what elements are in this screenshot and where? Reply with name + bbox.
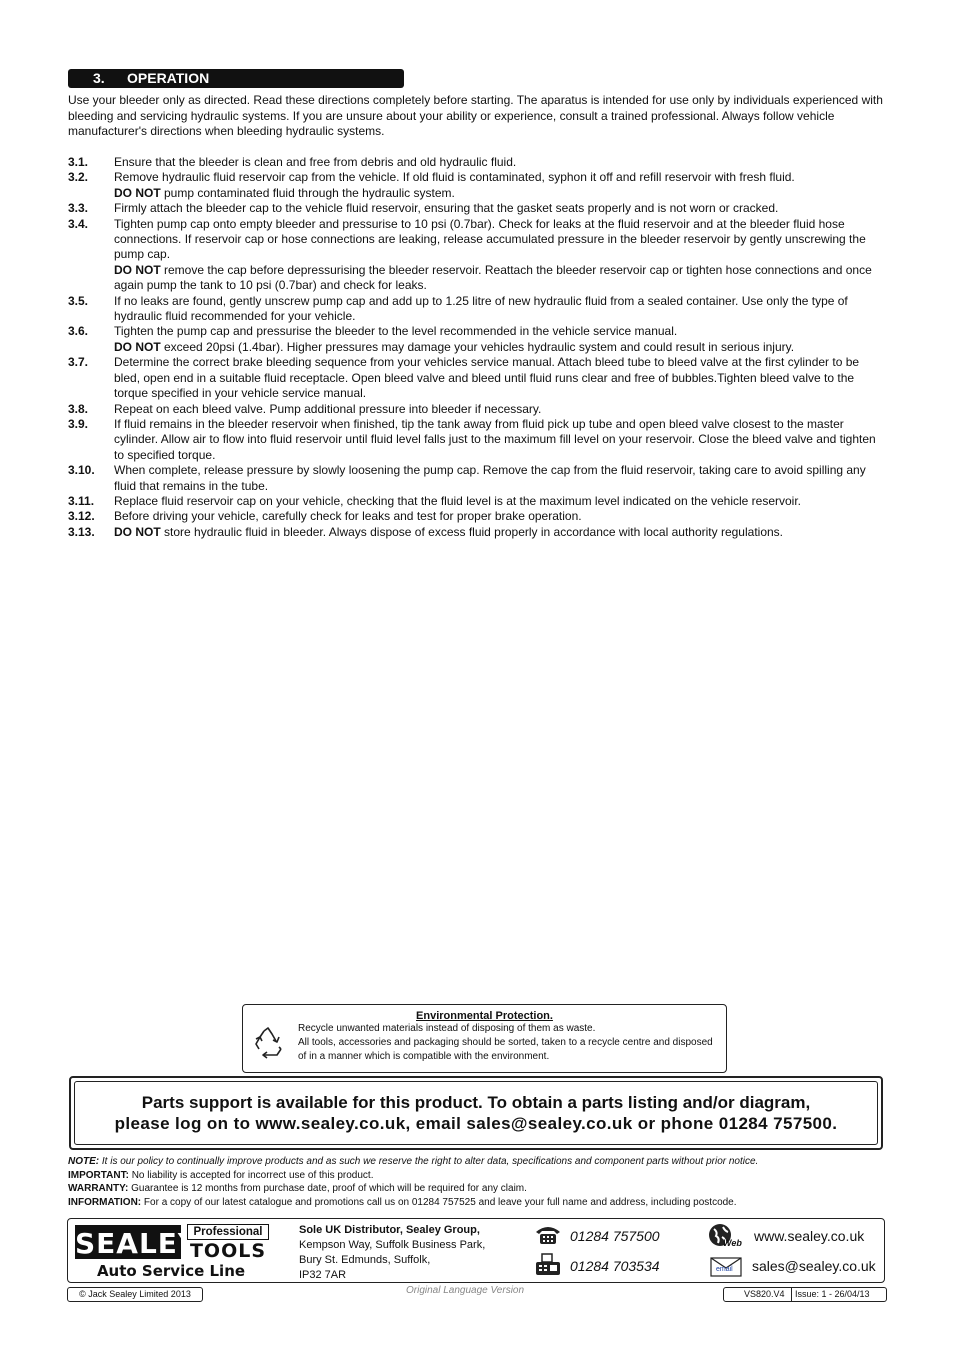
step-number: 3.6. xyxy=(68,324,89,339)
recycle-icon xyxy=(250,1025,286,1061)
version-box xyxy=(723,1287,887,1302)
section-title: OPERATION xyxy=(127,70,210,86)
important-text: No liability is accepted for incorrect use of this product. xyxy=(128,1169,374,1181)
parts-line-1: Parts support is available for this product. To obtain a parts listing and/or diagram, xyxy=(141,1093,811,1112)
parts-support-inner xyxy=(74,1081,878,1145)
env-line-1: Recycle unwanted materials instead of disposing of them as waste. xyxy=(298,1023,596,1034)
model-version: VS820.V4 xyxy=(744,1289,785,1299)
logo-tools: TOOLS xyxy=(189,1240,267,1262)
note-line xyxy=(68,1155,898,1169)
step-item xyxy=(68,170,888,201)
step-number: 3.12. xyxy=(68,509,95,524)
issue-date: Issue: 1 - 26/04/13 xyxy=(795,1289,870,1299)
distributor-address-line: Kempson Way, Suffolk Business Park, xyxy=(299,1239,486,1251)
step-item xyxy=(68,402,888,417)
step-text: When complete, release pressure by slowly loosening the pump cap. Remove the cap from the fluid reservoir, taking care to avoid spilling any fluid that remains in the tube. xyxy=(114,463,866,493)
steps-list xyxy=(68,155,888,540)
version-divider xyxy=(791,1288,792,1301)
logo-brand: SEALEY xyxy=(73,1223,183,1261)
warning-label: DO NOT xyxy=(114,185,161,200)
env-title: Environmental Protection. xyxy=(416,1010,553,1022)
notes-block xyxy=(68,1155,898,1209)
step-number: 3.4. xyxy=(68,216,89,231)
step-text: Remove hydraulic fluid reservoir cap from the vehicle. If old fluid is contaminated, syphon it off and refill reservoir with fresh fluid. xyxy=(114,170,795,185)
step-item xyxy=(68,201,888,216)
step-text: Before driving your vehicle, carefully check for leaks and test for proper brake operation. xyxy=(114,509,582,524)
step-text: Repeat on each bleed valve. Pump additional pressure into bleeder if necessary. xyxy=(114,401,542,416)
step-item xyxy=(68,155,888,170)
step-text: If fluid remains in the bleeder reservoir when finished, tip the tank away from fluid pick up tube and open bleed valve closest to the master cylinder. Allow air to flow into fluid reservoir until fluid level falls just to the maximum fill level on your reservoir. Close the bleed valve and tighten to specified torque. xyxy=(114,416,876,462)
environmental-protection-box xyxy=(242,1004,727,1073)
warranty-label: WARRANTY: xyxy=(68,1183,129,1194)
step-number: 3.3. xyxy=(68,201,89,216)
step-number: 3.5. xyxy=(68,293,89,308)
step-text: Ensure that the bleeder is clean and free from debris and old hydraulic fluid. xyxy=(114,155,517,169)
web-icon-label: Web xyxy=(723,1238,742,1248)
distributor-address-line: Bury St. Edmunds, Suffolk, xyxy=(299,1254,431,1266)
sealey-logo xyxy=(73,1223,269,1279)
step-text: Tighten the pump cap and pressurise the bleeder to the level recommended in the vehicle service manual. xyxy=(114,324,678,339)
step-number: 3.8. xyxy=(68,401,89,416)
warning-text: pump contaminated fluid through the hydraulic system. xyxy=(160,185,455,200)
information-label: INFORMATION: xyxy=(68,1196,142,1208)
email-link[interactable]: sales@sealey.co.uk xyxy=(752,1258,876,1274)
intro-paragraph: Use your bleeder only as directed. Read these directions completely before starting. The aparatus is intended for use only by individuals experienced with bleeding and servicing hydraulic systems. If you are unsure about your ability or experience, consult a trained professional. Always follow vehicle manufacturer's directions when bleeding hydraulic systems. xyxy=(68,93,883,138)
step-text: store hydraulic fluid in bleeder. Always dispose of excess fluid properly in accordance with local authority regulations. xyxy=(160,524,784,539)
note-label: NOTE: xyxy=(68,1156,100,1167)
section-header xyxy=(68,69,404,88)
section-number: 3. xyxy=(93,70,105,86)
step-number: 3.10. xyxy=(68,463,95,478)
step-number: 3.2. xyxy=(68,170,89,185)
warning-label: DO NOT xyxy=(114,339,161,354)
warning-text: exceed 20psi (1.4bar). Higher pressures may damage your vehicles hydraulic system and could result in serious injury. xyxy=(160,339,795,354)
parts-support-box xyxy=(69,1076,883,1150)
env-text xyxy=(298,1022,723,1064)
warranty-line xyxy=(68,1182,898,1196)
phone-number[interactable]: 01284 757500 xyxy=(570,1228,660,1244)
step-text: Tighten pump cap onto empty bleeder and pressurise to 10 psi (0.7bar). Check for leaks at the fluid reservoir and at the bleeder fluid hose connections. If reservoir cap or hose connections are leaking, release accumulated pressure in the bleeder reservoir by gently unscrewing the pump cap. xyxy=(114,216,866,262)
footer-contact-box xyxy=(67,1218,885,1283)
email-icon-label: email xyxy=(716,1266,733,1273)
step-text: Firmly attach the bleeder cap to the vehicle fluid reservoir, ensuring that the gasket seats properly and is not worn or cracked. xyxy=(114,201,779,216)
step-item xyxy=(68,525,888,540)
step-text: Determine the correct brake bleeding sequence from your vehicles service manual. Attach bleed tube to bleed valve at the first cylinder to be bled, open end in a suitable fluid receptacle. Open bleed valve and bleed until fluid runs clear and free of bubbles.Tighten bleed valve to the torque specified in your vehicle service manual. xyxy=(114,355,860,401)
step-item xyxy=(68,494,888,509)
step-number: 3.9. xyxy=(68,416,89,431)
copyright-label: © Jack Sealey Limited 2013 xyxy=(67,1287,203,1302)
step-item xyxy=(68,509,888,524)
information-line xyxy=(68,1196,898,1210)
fax-number: 01284 703534 xyxy=(570,1258,660,1274)
fax-icon xyxy=(534,1253,562,1277)
original-language-label: Original Language Version xyxy=(406,1285,525,1296)
step-number: 3.13. xyxy=(68,524,95,539)
warranty-text: Guarantee is 12 months from purchase date, proof of which will be required for any claim. xyxy=(128,1183,527,1194)
step-text: If no leaks are found, gently unscrew pump cap and add up to 1.25 litre of new hydraulic fluid from a sealed container. Use only the type of hydraulic fluid recommended for your vehicle. xyxy=(114,293,848,324)
logo-professional: Professional xyxy=(187,1224,269,1240)
warning-text: remove the cap before depressurising the bleeder reservoir. Reattach the bleeder reservoir cap or tighten hose connections and once again pump the tank to 10 psi (0.7bar) and check for leaks. xyxy=(114,262,872,293)
step-item xyxy=(68,463,888,494)
parts-line-2: please log on to www.sealey.co.uk, email sales@sealey.co.uk or phone 01284 757500. xyxy=(114,1114,838,1133)
step-text: Replace fluid reservoir cap on your vehicle, checking that the fluid level is at the maximum level indicated on the vehicle reservoir. xyxy=(114,493,802,508)
step-item xyxy=(68,355,888,401)
distributor-address xyxy=(299,1223,485,1283)
information-text: For a copy of our latest catalogue and promotions call us on 01284 757525 and leave your full name and address, including postcode. xyxy=(141,1196,737,1208)
distributor-title: Sole UK Distributor, Sealey Group, xyxy=(299,1224,480,1236)
step-item xyxy=(68,217,888,294)
distributor-address-line: IP32 7AR xyxy=(299,1269,347,1281)
telephone-icon xyxy=(534,1224,562,1246)
step-item xyxy=(68,324,888,355)
warning-label: DO NOT xyxy=(114,262,161,277)
step-item xyxy=(68,417,888,463)
warning-label: DO NOT xyxy=(114,524,161,539)
website-link[interactable]: www.sealey.co.uk xyxy=(754,1228,865,1244)
step-number: 3.11. xyxy=(68,493,95,508)
logo-auto-service-line: Auto Service Line xyxy=(96,1262,246,1280)
note-text: It is our policy to continually improve products and as such we reserve the right to alter data, specifications and component parts without prior notice. xyxy=(99,1156,759,1167)
step-number: 3.7. xyxy=(68,355,89,370)
step-number: 3.1. xyxy=(68,155,89,169)
important-label: IMPORTANT: xyxy=(68,1169,129,1181)
step-item xyxy=(68,294,888,325)
important-line xyxy=(68,1169,898,1183)
env-line-2: All tools, accessories and packaging should be sorted, taken to a recycle centre and disposed of in a manner which is compatible with the environment. xyxy=(298,1037,713,1062)
